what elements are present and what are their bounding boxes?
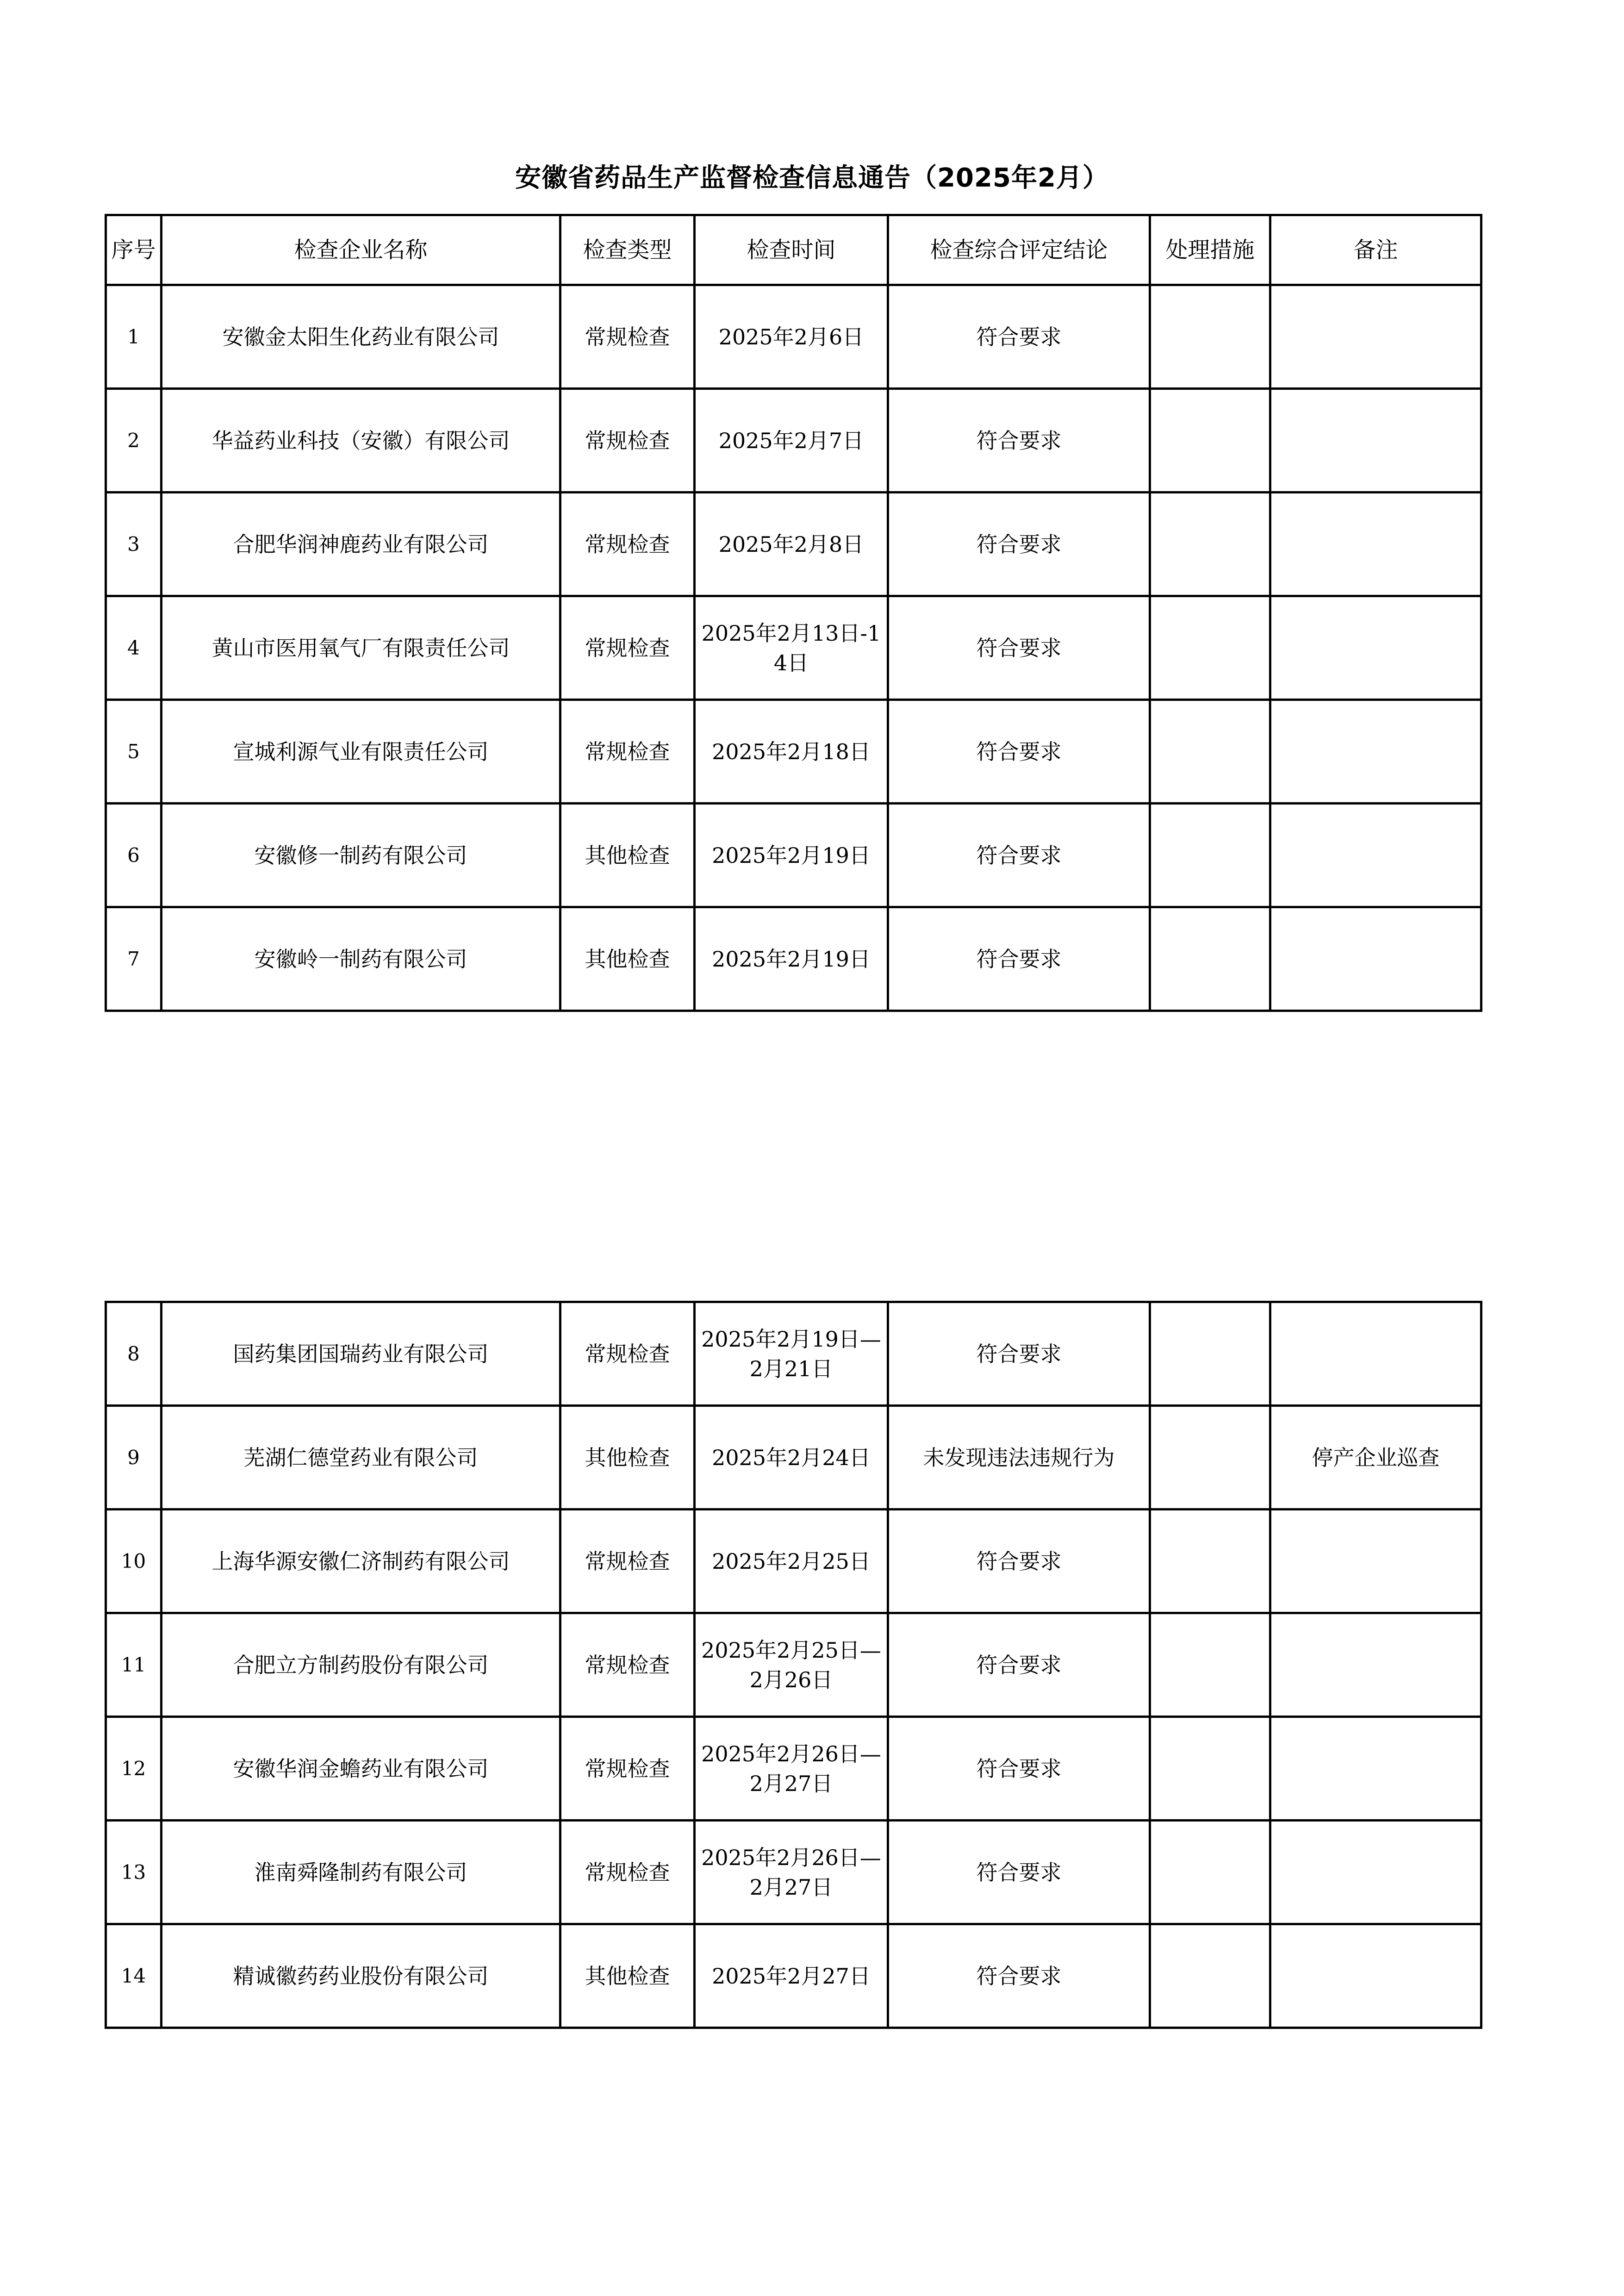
cell-company: 宣城利源气业有限责任公司	[162, 700, 560, 804]
cell-type: 常规检查	[560, 1717, 695, 1821]
table-row	[106, 1613, 1481, 1717]
cell-seq: 14	[106, 1924, 162, 2028]
cell-seq: 4	[106, 596, 162, 700]
cell-measures	[1150, 1406, 1270, 1510]
cell-remarks	[1270, 1613, 1481, 1717]
cell-type: 其他检查	[560, 1924, 695, 2028]
cell-remarks	[1270, 493, 1481, 596]
cell-type: 常规检查	[560, 1302, 695, 1406]
cell-company: 安徽岭一制药有限公司	[162, 907, 560, 1011]
cell-type: 常规检查	[560, 493, 695, 596]
cell-seq: 3	[106, 493, 162, 596]
cell-measures	[1150, 1613, 1270, 1717]
cell-time: 2025年2月8日	[695, 493, 888, 596]
cell-type: 常规检查	[560, 1613, 695, 1717]
cell-result: 符合要求	[888, 389, 1150, 493]
cell-type: 常规检查	[560, 1510, 695, 1613]
cell-type: 其他检查	[560, 804, 695, 907]
cell-result: 未发现违法违规行为	[888, 1406, 1150, 1510]
cell-result: 符合要求	[888, 285, 1150, 389]
cell-time: 2025年2月25日	[695, 1510, 888, 1613]
cell-company: 黄山市医用氧气厂有限责任公司	[162, 596, 560, 700]
cell-measures	[1150, 1510, 1270, 1613]
cell-measures	[1150, 389, 1270, 493]
cell-time: 2025年2月26日—2月27日	[695, 1821, 888, 1924]
cell-result: 符合要求	[888, 1302, 1150, 1406]
cell-time: 2025年2月6日	[695, 285, 888, 389]
cell-measures	[1150, 285, 1270, 389]
cell-type: 常规检查	[560, 596, 695, 700]
cell-seq: 12	[106, 1717, 162, 1821]
cell-measures	[1150, 804, 1270, 907]
cell-time: 2025年2月13日-14日	[695, 596, 888, 700]
cell-remarks	[1270, 700, 1481, 804]
table-row	[106, 1717, 1481, 1821]
cell-seq: 9	[106, 1406, 162, 1510]
cell-seq: 13	[106, 1821, 162, 1924]
cell-result: 符合要求	[888, 1924, 1150, 2028]
cell-result: 符合要求	[888, 907, 1150, 1011]
table-row	[106, 493, 1481, 596]
header-measures: 处理措施	[1150, 215, 1270, 285]
cell-type: 常规检查	[560, 285, 695, 389]
cell-seq: 1	[106, 285, 162, 389]
table-row	[106, 1302, 1481, 1406]
cell-remarks	[1270, 596, 1481, 700]
cell-measures	[1150, 700, 1270, 804]
cell-remarks: 停产企业巡查	[1270, 1406, 1481, 1510]
cell-seq: 10	[106, 1510, 162, 1613]
table-row	[106, 804, 1481, 907]
cell-remarks	[1270, 907, 1481, 1011]
cell-type: 常规检查	[560, 389, 695, 493]
cell-company: 合肥华润神鹿药业有限公司	[162, 493, 560, 596]
cell-type: 常规检查	[560, 1821, 695, 1924]
cell-result: 符合要求	[888, 1821, 1150, 1924]
cell-result: 符合要求	[888, 1717, 1150, 1821]
cell-result: 符合要求	[888, 700, 1150, 804]
table-row	[106, 596, 1481, 700]
header-type: 检查类型	[560, 215, 695, 285]
cell-measures	[1150, 493, 1270, 596]
header-result: 检查综合评定结论	[888, 215, 1150, 285]
cell-remarks	[1270, 1510, 1481, 1613]
cell-company: 淮南舜隆制药有限公司	[162, 1821, 560, 1924]
cell-measures	[1150, 1302, 1270, 1406]
cell-company: 安徽金太阳生化药业有限公司	[162, 285, 560, 389]
table-header-row	[106, 215, 1481, 285]
table-row	[106, 389, 1481, 493]
header-time: 检查时间	[695, 215, 888, 285]
cell-company: 国药集团国瑞药业有限公司	[162, 1302, 560, 1406]
cell-measures	[1150, 1717, 1270, 1821]
cell-type: 常规检查	[560, 700, 695, 804]
cell-company: 华益药业科技（安徽）有限公司	[162, 389, 560, 493]
table-row	[106, 907, 1481, 1011]
cell-seq: 6	[106, 804, 162, 907]
cell-remarks	[1270, 1924, 1481, 2028]
cell-measures	[1150, 1821, 1270, 1924]
document-title: 安徽省药品生产监督检查信息通告（2025年2月）	[515, 163, 1109, 193]
cell-measures	[1150, 1924, 1270, 2028]
table-row	[106, 1510, 1481, 1613]
cell-type: 其他检查	[560, 1406, 695, 1510]
cell-time: 2025年2月27日	[695, 1924, 888, 2028]
cell-time: 2025年2月7日	[695, 389, 888, 493]
cell-company: 安徽修一制药有限公司	[162, 804, 560, 907]
cell-seq: 2	[106, 389, 162, 493]
cell-company: 合肥立方制药股份有限公司	[162, 1613, 560, 1717]
cell-result: 符合要求	[888, 596, 1150, 700]
table-row	[106, 1924, 1481, 2028]
cell-measures	[1150, 596, 1270, 700]
cell-time: 2025年2月25日—2月26日	[695, 1613, 888, 1717]
inspection-table-page-1	[105, 214, 1482, 1012]
cell-company: 安徽华润金蟾药业有限公司	[162, 1717, 560, 1821]
cell-time: 2025年2月26日—2月27日	[695, 1717, 888, 1821]
cell-measures	[1150, 907, 1270, 1011]
cell-remarks	[1270, 285, 1481, 389]
cell-time: 2025年2月18日	[695, 700, 888, 804]
cell-remarks	[1270, 1302, 1481, 1406]
header-seq: 序号	[106, 215, 162, 285]
table-row	[106, 700, 1481, 804]
cell-result: 符合要求	[888, 1613, 1150, 1717]
cell-company: 芜湖仁德堂药业有限公司	[162, 1406, 560, 1510]
inspection-table-page-2	[105, 1301, 1482, 2029]
header-remarks: 备注	[1270, 215, 1481, 285]
cell-remarks	[1270, 389, 1481, 493]
cell-seq: 11	[106, 1613, 162, 1717]
cell-remarks	[1270, 804, 1481, 907]
cell-seq: 7	[106, 907, 162, 1011]
cell-type: 其他检查	[560, 907, 695, 1011]
table-row	[106, 285, 1481, 389]
cell-remarks	[1270, 1717, 1481, 1821]
cell-time: 2025年2月24日	[695, 1406, 888, 1510]
cell-company: 上海华源安徽仁济制药有限公司	[162, 1510, 560, 1613]
table-row	[106, 1821, 1481, 1924]
cell-seq: 8	[106, 1302, 162, 1406]
cell-time: 2025年2月19日	[695, 907, 888, 1011]
cell-seq: 5	[106, 700, 162, 804]
header-company: 检查企业名称	[162, 215, 560, 285]
cell-result: 符合要求	[888, 804, 1150, 907]
cell-time: 2025年2月19日—2月21日	[695, 1302, 888, 1406]
cell-result: 符合要求	[888, 1510, 1150, 1613]
cell-company: 精诚徽药药业股份有限公司	[162, 1924, 560, 2028]
cell-result: 符合要求	[888, 493, 1150, 596]
cell-remarks	[1270, 1821, 1481, 1924]
table-row	[106, 1406, 1481, 1510]
cell-time: 2025年2月19日	[695, 804, 888, 907]
